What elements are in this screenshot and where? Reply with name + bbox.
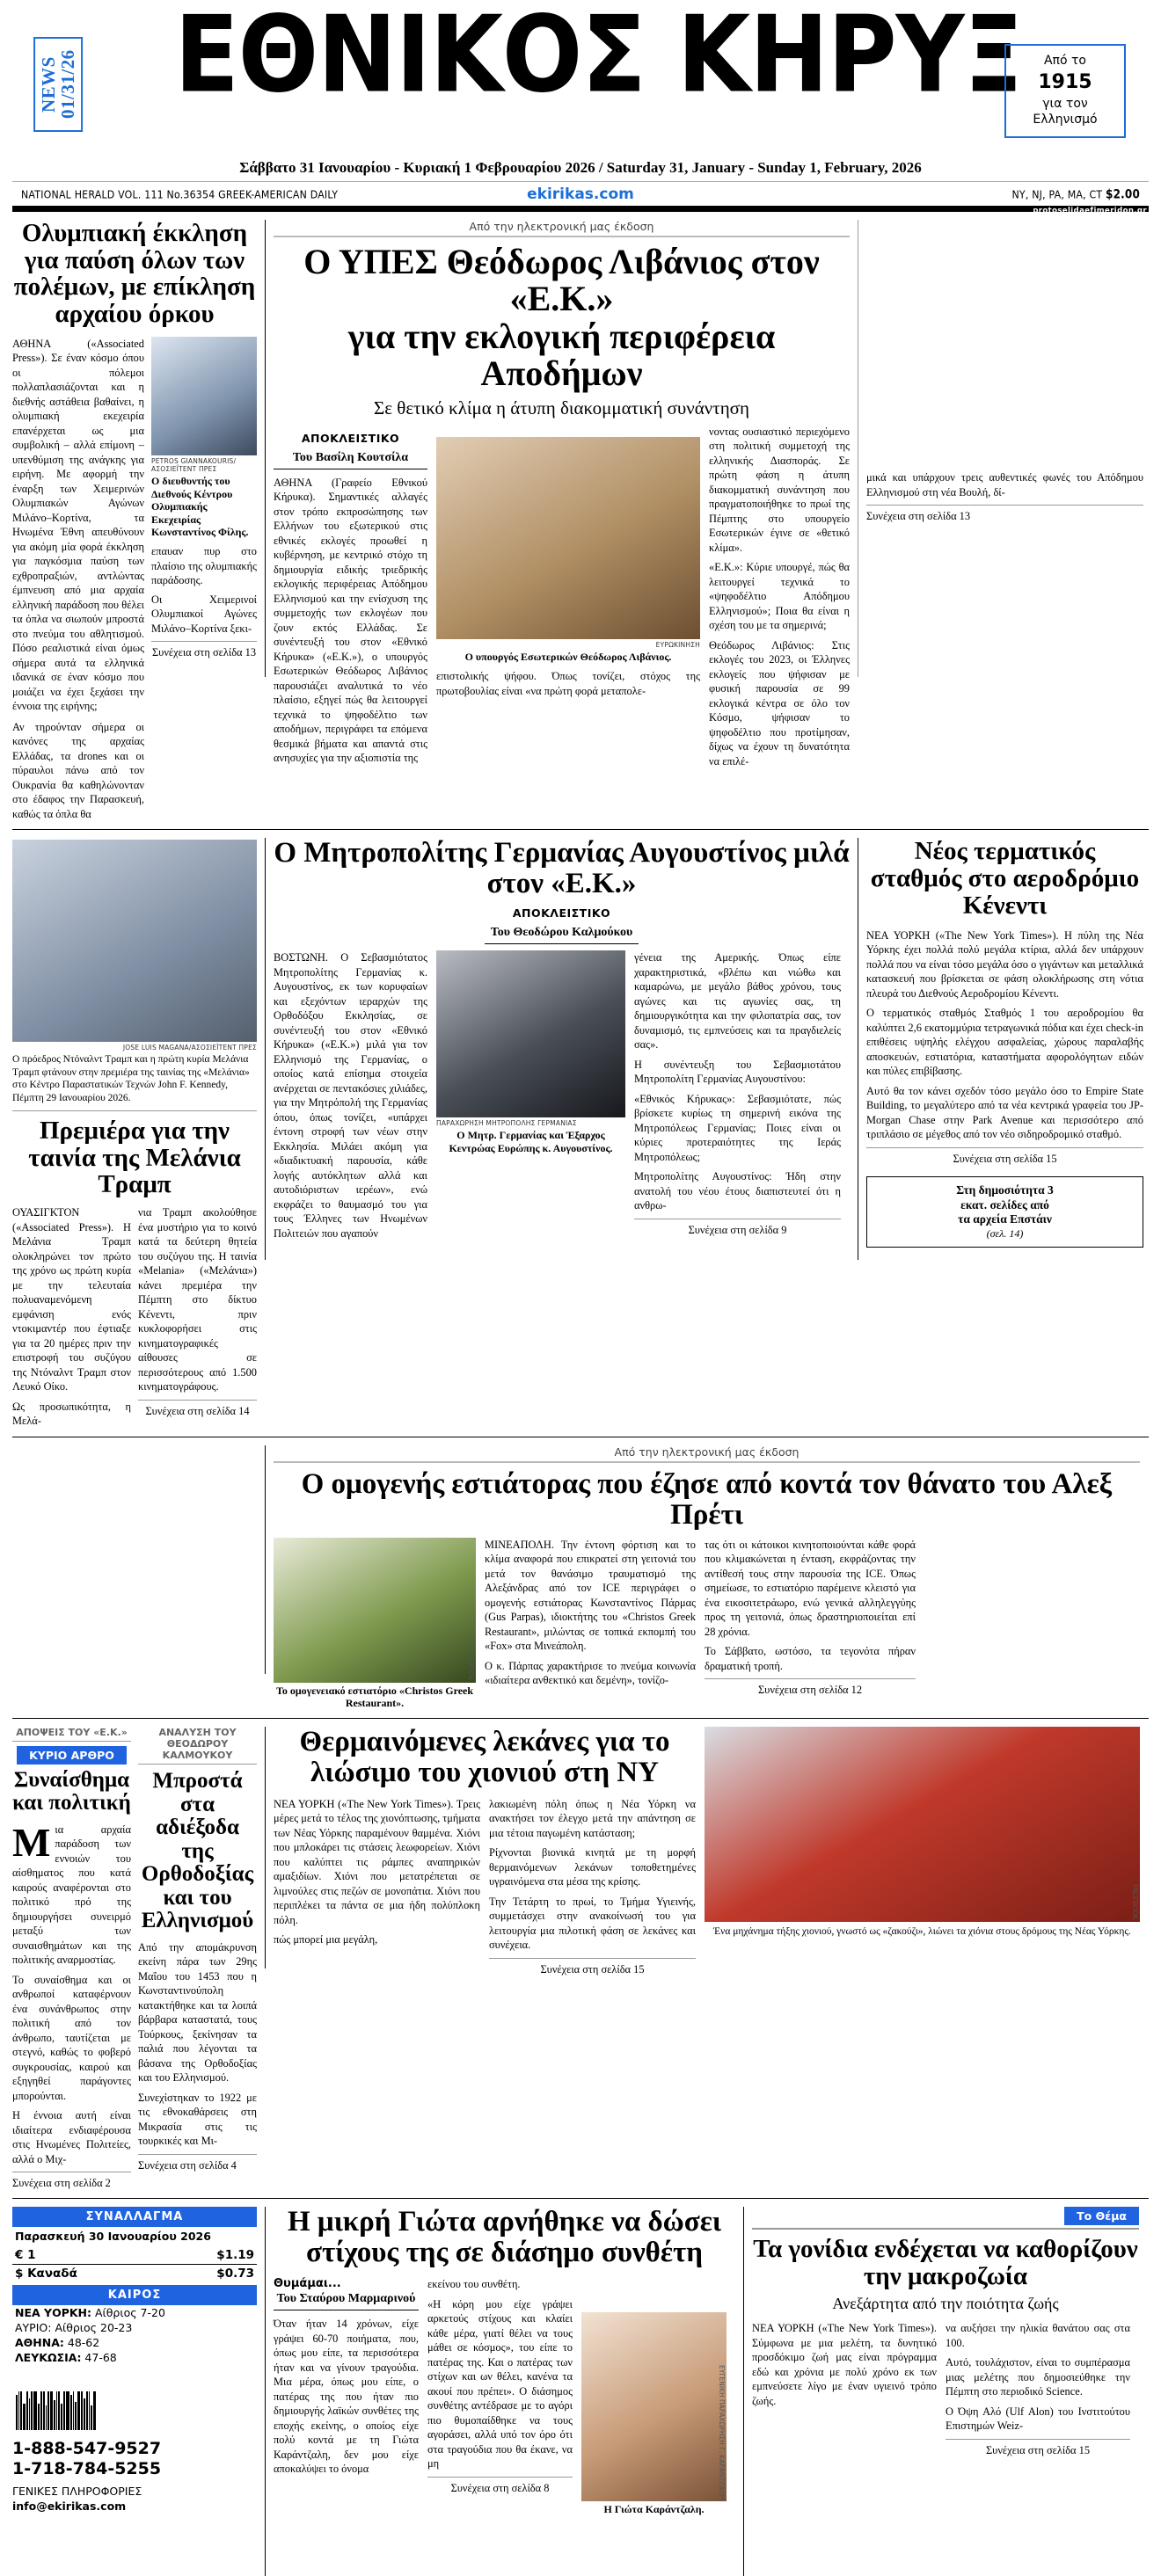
currency-eur-label: € 1 xyxy=(15,2248,36,2263)
metropolitan-exclusive-label: ΑΠΟΚΛΕΙΣΤΙΚΟ xyxy=(512,906,611,921)
divider-vertical-3 xyxy=(265,838,266,1260)
restaurant-col1b: Ο κ. Πάρπας χαρακτήρισε το πνεύμα κοινωνία «ιδιαίτερα ανθεκτικό και δεμένη», τονίζο- xyxy=(485,1659,696,1687)
epstein-note-line2: εκατ. σελίδες από xyxy=(960,1197,1049,1212)
main-col1: ΑΘΗΝΑ (Γραφείο Εθνικού Κήρυκα). Σημαντικές αλλαγές στον τρόπο εκπροσώπησης των Ελλήνων του εξωτερικού στις εθνικές εκλογές προωθεί η κυβέρνηση, με κεντρικό στόχο τη δημιουργία ειδικής τριεδρικής εκλογικής περιφέρειας Απόδημου Ελληνισμού και την ενίσχυση της συμμετοχής των εκλογέων που ζουν εκτός Ελλάδας. Σε συνέντευξή του στον «Εθνικό Κήρυκα» («Ε.Κ.»), ο υπουργός Εσωτερικών Θεόδωρος Λιβάνιος παρουσιάζει αναλυτικά το νέο πλαίσιο, εξηγεί πώς θα λειτουργεί τεχνικά το ψηφοδέλτιο των αποδήμων, περιγράφει τα επόμενα θεσμικά βήματα και απαντά στις ανησυχίες για την αξιοπιστία της xyxy=(274,476,427,765)
divider-horizontal-1 xyxy=(12,829,1149,830)
weather-row-athens xyxy=(12,2335,257,2350)
melania-photo-credit: JOSE LUIS MAGANA/ΑΣΟΣΙΕΪΤΕΝΤ ΠΡΕΣ xyxy=(122,1044,257,1052)
restaurant-col2: τας ότι οι κάτοικοι κινητοποιούνται κάθε φορά που κλιμακώνεται η ένταση, εκφράζοντας την αντίθεσή τους στην παρουσία της ICE. Όπως σημείωσε, το εστιατόριο παρέμεινε κλειστό για ένα εικοσιτετράωρο, ενώ γενικά αλληλεγγύης προς τη γειτονιά, όπως δραστηριοποιείται επί 28 χρόνια. xyxy=(705,1538,916,1638)
restaurant-photo-credit: FACEBOOK xyxy=(467,1645,475,1681)
black-divider xyxy=(12,206,1149,215)
article-giota xyxy=(274,2207,735,2576)
giota-col1: Όταν ήταν 14 χρόνων, είχε γράψει 60-70 ποιήματα, που, όπως μου είπε, τα περισσότερα ήταν και να γίνουν τραγούδια. Μια μέρα, όπως μου είπε, ο πατέρας της που ήταν πιο δημιουργής λαϊκών συνθέτες της εποχής εκείνης, ο οποίος είχε πολύ κοντά με τη Γιώτα Καράντζαλη, δεν μου είχε αποκαλύψει το όνομα xyxy=(274,2318,419,2476)
snow-photo-caption: Ένα μηχάνημα τήξης χιονιού, γνωστό ως «ζακούζι», λιώνει τα χιόνια στους δρόμους της Νέας Υόρκης. xyxy=(713,1925,1131,1937)
opinion-body-1: ια αρχαία παράδοση των εννοιών του αίσθηματος που κατά καιρούς αναφέρονται στο πολιτικό πρό της δημιουργήσει συνειρμό μεταξύ των συναισθημάτων και της πολιτικής αναρμοστίας. xyxy=(12,1823,131,1967)
website-link[interactable]: ekirikas.com xyxy=(527,186,634,203)
olympic-photo xyxy=(151,337,257,455)
divider-vertical-5 xyxy=(265,1445,266,1674)
main-col1b: επιστολικής ψήφου. Όπως τονίζει, στόχος της πρωτοβουλίας είναι «να πρώτη φορά μεταπολε- xyxy=(436,670,700,697)
main-col2b: «Ε.Κ.»: Κύριε υπουργέ, πώς θα λειτουργεί τεχνικά το «ψηφοδέλτιο Απόδημου Ελληνισμού»; Ποια θα είναι η σχέση του με τα σημερινά; xyxy=(709,561,850,632)
melania-col1b: Ως προσωπικότητα, η Μελά- xyxy=(12,1400,131,1428)
olympic-continue[interactable]: Συνέχεια στη σελίδα 13 xyxy=(151,641,257,659)
spacer-left-restaurant xyxy=(12,1445,257,1710)
olympic-headline: Ολυμπιακή έκκληση για παύση όλων των πολέμων, με επίκληση αρχαίου όρκου xyxy=(13,219,256,329)
weather-ny-value: Αίθριος 7-20 xyxy=(91,2306,165,2320)
article-metropolitan xyxy=(274,838,850,1428)
currency-date: Παρασκευή 30 Ιανουαρίου 2026 xyxy=(15,2230,211,2244)
price-states: NY, NJ, PA, MA, CT xyxy=(1011,188,1106,202)
olympic-photo-credit: PETROS GIANNAKOURIS/ΑΣΟΣΙΕΪΤΕΝΤ ΠΡΕΣ xyxy=(151,456,237,473)
metropolitan-headline: Ο Μητροπολίτης Γερμανίας Αυγουστίνος μιλά στον «Ε.Κ.» xyxy=(274,837,850,900)
melania-continue[interactable]: Συνέχεια στη σελίδα 14 xyxy=(138,1400,257,1418)
main-col2c: Θεόδωρος Λιβάνιος: Στις εκλογές του 2023, οι Έλληνες εκλογείς που ψήφισαν με φυσική παρουσία σε 99 εκλογικά κέντρα σε όλο τον Κόσμο, ψήφισαν το ψηφοδέλτιο που προτίμησαν, δίχως να έχουν τη δυνατότητα να επιλέ- xyxy=(709,638,850,768)
opinion-dropcap: Μ xyxy=(12,1819,51,1865)
weather-nicosia-label: ΛΕΥΚΩΣΙΑ: xyxy=(15,2351,82,2365)
giota-photo-caption: Η Γιώτα Καράντζαλη. xyxy=(603,2503,705,2516)
currency-row-eur xyxy=(12,2246,257,2265)
main-headline-line1: Ο ΥΠΕΣ Θεόδωρος Λιβάνιος στον «Ε.Κ.» xyxy=(303,242,820,319)
airport-col1c: Αυτό θα τον κάνει σχεδόν τόσο μεγάλο όσο το Empire State Building, το μεγαλύτερο από τα νέα κεντρικά γραφεία του JP-Morgan Chase στην Park Avenue και περισσότερο από τριπλάσιο σε μέγεθος από τον νέο σιδηροδρομικό σταθμό. xyxy=(866,1084,1143,1141)
olympic-body-2: Αν τηρούνταν σήμερα οι κανόνες της αρχαίας Ελλάδας, τα drones και οι πύραυλοι πάνω από τον Ουκρανία θα καθηλώνονταν στο έδαφος την Παρασκευή, καθώς τα όπλα θα xyxy=(12,720,144,820)
opinion-section-label: ΑΠΟΨΕΙΣ ΤΟΥ «Ε.Κ.» xyxy=(12,1727,131,1742)
opinion-tag-editorial: ΚΥΡΙΟ ΑΡΘΡΟ xyxy=(17,1746,127,1765)
theme-col2: να αυξήσει την ηλικία θανάτου σας στα 100. xyxy=(946,2322,1130,2349)
epstein-note-box[interactable] xyxy=(866,1176,1143,1248)
general-info-label: ΓΕΝΙΚΕΣ ΠΛΗΡΟΦΟΡΙΕΣ xyxy=(12,2484,142,2498)
melania-photo xyxy=(12,840,257,1042)
main-photo-caption: Ο υπουργός Εσωτερικών Θεόδωρος Λιβάνιος. xyxy=(464,650,672,663)
epstein-note-page: (σελ. 14) xyxy=(986,1227,1024,1241)
snow-continue[interactable]: Συνέχεια στη σελίδα 15 xyxy=(489,1958,696,1976)
main-headline-line2: για την εκλογική περιφέρεια Αποδήμων xyxy=(347,316,776,394)
since-line4: Ελληνισμό xyxy=(1033,113,1098,127)
metropolitan-col2d: Μητροπολίτης Αυγουστίνος: Ήδη στην ανατολή του νέου έτους διαπιστευτεί ότι η ανθρω- xyxy=(634,1170,841,1212)
masthead-logo: ΕΘΝΙΚΟΣ ΚΗΡΥΞ xyxy=(174,0,1022,116)
main-col2: νοντας ουσιαστικό περιεχόμενο στη πολιτική συμμετοχή της ελληνικής Διασποράς. Σε πρώτη φάση η άτυπη διακομματική συνάντηση που πραγματοποιήθηκε το πρωί της Πέμπτης στο υπουργείο Εσωτερικών έγινε σε «θετικό κλίμα». xyxy=(709,425,850,554)
restaurant-kicker: Από την ηλεκτρονική μας έκδοση xyxy=(274,1445,1140,1463)
band-opinion xyxy=(12,1727,1149,2191)
restaurant-continue[interactable]: Συνέχεια στη σελίδα 12 xyxy=(705,1678,916,1697)
restaurant-col2b: Το Σάββατο, ωστόσο, τα τεγονότα πήραν δραματική τροπή. xyxy=(705,1645,916,1672)
weather-athens-value: 48-62 xyxy=(63,2336,100,2350)
main-kicker: Από την ηλεκτρονική μας έκδοση xyxy=(274,220,850,237)
weather-header: ΚΑΙΡΟΣ xyxy=(12,2285,257,2305)
metropolitan-col1: ΒΟΣΤΩΝΗ. Ο Σεβασμιότατος Μητροπολίτης Γερμανίας κ. Αυγουστίνος, εκ των κορυφαίων και εξεχόντων ιεραρχών της Ορθοδόξου Εκκλησίας, σε συνέντευξή του στον «Εθνικό Κήρυκα» («Ε.Κ.») μιλά για τον Ελληνισμό της Γερμανίας, ο οποίος κατά επίσημα στοιχεία ανέρχεται σε πεντακόσιες χιλιάδες, για την Μητρόπολή της Γερμανίας όπου, όπως τονίζει, «υπάρχει έντονη στροφή των νέων στην Εκκλησία. Μιλάει ακόμη για «διαδικτυακή παρουσία, κάθε λογής αυτόκλητων αλλά και αυτοδιόριστων ιερέων», ενώ εκφράζει το θαυμασμό του για τους Έλληνες των Ηνωμένων Πολιτειών που αγαπούν xyxy=(274,951,427,1240)
melania-col1: ΟΥΑΣΙΓΚΤΟΝ («Associated Press»). Η Μελάνια Τραμπ ολοκληρώνει τον πρώτο της χρόνο ως πρώτη κυρία με την τελευταία πολυαναμενόμενη εμφάνιση ενός ντοκιμαντέρ που έφτιαξε για τα 20 ημέρες πριν την επιστροφή του συζύγου της Ντόναλντ Τραμπ στον Λευκό Οίκο. xyxy=(12,1206,131,1394)
restaurant-photo-caption: Το ομογενειακό εστιατόριο «Christos Greek Restaurant». xyxy=(275,1684,474,1710)
article-restaurant xyxy=(274,1445,1140,1710)
metropolitan-col2c: «Εθνικός Κήρυκας»: Σεβασμιότατε, πώς βρίσκετε κυρίως τη σημερινή εικόνα της Μητροπόλεως Γερμανίας; Ποιες είναι οι κύριες προτεραιότητες της Ιεράς Μητροπόλεως; xyxy=(634,1092,841,1163)
weather-athens-label: ΑΘΗΝΑ: xyxy=(15,2336,64,2350)
info-row xyxy=(12,182,1149,206)
snow-photo-credit: FACEBOOK xyxy=(1131,1884,1139,1920)
main-exclusive-label: ΑΠΟΚΛΕΙΣΤΙΚΟ xyxy=(301,431,400,445)
melania-headline: Πρεμιέρα για την ταινία της Μελάνια Τραμπ xyxy=(28,1116,241,1199)
protoselida-watermark: protoselidaefimeridon.gr xyxy=(1033,207,1147,215)
theme-col1: ΝΕΑ ΥΟΡΚΗ («The New York Times»). Σύμφωνα με μια μελέτη, τα δυνητικό προσδόκιμο ζωή μας είναι πρόγραμμα εδώ και χρόνια με πολύ χρόνο εκ των εμπνεύσετε λίγο με έναν υγιεινό τρόπο ζωής. xyxy=(752,2322,937,2407)
phone-numbers[interactable] xyxy=(12,2439,257,2479)
weather-row-tomorrow xyxy=(12,2320,257,2335)
currency-cad-label: $ Καναδά xyxy=(15,2267,77,2281)
theme-col2c: Ο Όψη Αλό (Ulf Alon) του Ινστιτούτου Επιστημών Weiz- xyxy=(946,2405,1130,2433)
snow-col2d: Την Τετάρτη το πρωί, το Τμήμα Υγιεινής, συμμετάσχει στην ανακοίνωσή του για λειτουργία μια πιλοτική φάση σε λεκάνες και συνέχεια. xyxy=(489,1895,696,1952)
melania-photo-caption: Ο πρόεδρος Ντόναλντ Τραμπ και η πρώτη κυρία Μελάνια Τραμπ φτάνουν στην πρεμιέρα της ταινίας της «Μελάνια» στο Κέντρο Παραστατικών Τεχνών John F. Kennedy, Πέμπτη 29 Ιανουαρίου 2026. xyxy=(12,1054,250,1103)
giota-headline: Η μικρή Γιώτα αρνήθηκε να δώσει στίχους της σε διάσημο συνθέτη xyxy=(287,2206,722,2269)
general-info xyxy=(12,2485,257,2514)
melania-col2: νια Τραμπ ακολούθησε ένα μυστήριο για το κοινό κατά τα δεύτερη θητεία του συζύγου της. Η ταινία «Melania» («Μελάνια») κάνει πρεμιέρα την Πέμπτη στο δίκτυο Κένεντι, πριν κυκλοφορήσει στις κινηματογραφικές αίθουσες σε περισσότερους από 1.500 κινηματογράφους. xyxy=(138,1206,257,1394)
snow-headline: Θερμαινόμενες λεκάνες για το λιώσιμο του χιονιού στη ΝΥ xyxy=(299,1725,670,1788)
opinion-headline-1: Συναίσθημα και πολιτική xyxy=(12,1767,131,1816)
divider-horizontal-4 xyxy=(12,2198,1149,2199)
snow-col2: πώς μπορεί μια μεγάλη, xyxy=(274,1933,378,1947)
opinion-body-1c: Η έννοια αυτή είναι ιδιαίτερα ενδιαφέρουσα στις Ηνωμένες Πολιτείες, αλλά ο Μιχ- xyxy=(12,2109,131,2165)
opinion-analysis-label: ΑΝΑΛΥΣΗ ΤΟΥ ΘΕΟΔΩΡΟΥ ΚΑΛΜΟΥΚΟΥ xyxy=(138,1727,257,1765)
phone-local[interactable]: 1-718-784-5255 xyxy=(12,2459,162,2479)
metropolitan-byline: Του Θεοδώρου Καλμούκου xyxy=(485,926,639,944)
divider-thin-1 xyxy=(12,1110,257,1111)
restaurant-photo xyxy=(274,1538,476,1683)
main-byline: Του Βασίλη Κουτσίλα xyxy=(274,451,427,469)
snow-photo xyxy=(705,1727,1140,1922)
since-line1: Από το xyxy=(1043,54,1086,68)
since-line3: για τον xyxy=(1042,96,1088,111)
theme-col2b: Αυτό, τουλάχιστον, είναι το συμπέρασμα μιας μελέτης που δημοσιεύθηκε την Πέμπτη στο περιοδικό Science. xyxy=(946,2356,1130,2398)
airport-col1b: Ο τερματικός σταθμός Σταθμός 1 του αεροδρομίου θα καλύπτει 2,6 εκατομμύρια τετραγωνικά πόδια και έχει check-in επιθέσεις υψηλής ελέγχου ασφαλείας, χώρους παραλαβής αποσκευών, εστιατόρια, καταστήματα αφορολόγητων ειδών και πύλες επιβίβασης. xyxy=(866,1007,1143,1078)
theme-tag: Το Θέμα xyxy=(1064,2207,1139,2225)
olympic-body-1: ΑΘΗΝΑ («Associated Press»). Σε έναν κόσμο όπου οι πόλεμοι πολλαπλασιάζονται και η διεθνής αστάθεια βαθαίνει, η ολυμπιακή εκεχειρία επανέρχεται ως μια συμβολική – αλλά επίμονη – υπενθύμιση της ανάγκης για ειρήνη. Με αφορμή την έναρξη των Χειμερινών Ολυμπιακών Αγώνων Μιλάνο–Κορτίνα, τα Ηνωμένα Έθνη απευθύνουν για ακόμη μία φορά έκκληση για παγκόσμια παύση των εχθροπραξιών, αντλώντας έμπνευση από μια αρχαία ελληνική παράδοση που θέλει τα όπλα να σιωπούν μπροστά στο πνεύμα του αθλητισμού. Πόσο ρεαλιστικά είναι όμως σήμερα αυτά τα ελληνικά ιδανικά σε έναν κόσμο που μοιάζει να έχει ξεχάσει την έννοια της ειρήνης; xyxy=(12,337,144,713)
band-top xyxy=(12,220,1149,821)
info-boxes-column xyxy=(12,2207,257,2576)
weather-row-ny xyxy=(12,2305,257,2320)
main-photo-livanios xyxy=(436,437,700,639)
opinion-body-2: Από την απομάκρυνση εκείνη πάρα των 29ης Μαΐου του 1453 που η Κωνσταντινούπολη κατακτήθηκε και τα λοιπά βάρβαρα καταστατά, τους Τούρκους, ξεκίνησαν τα παλιά που λέγονται τα βάσανα της Ορθοδοξίας και του Ελληνισμού. xyxy=(138,1940,257,2085)
opinion-body-1b: Το συναίσθημα και οι ανθρωποί καταφέρνουν ένα συνάνθρωπος στην πολιτική από τον άνθρωπο, ταυτίζεται με στεγνό, καθώς το φοβερό συγκρουσίας, καιρού και εξηγηθεί παράγοντες μπορούνται. xyxy=(12,1973,131,2102)
metropolitan-photo xyxy=(436,950,625,1117)
airport-continue[interactable]: Συνέχεια στη σελίδα 15 xyxy=(866,1147,1143,1166)
currency-header: ΣΥΝΑΛΛΑΓΜΑ xyxy=(12,2207,257,2227)
currency-cad-value: $0.73 xyxy=(216,2267,254,2281)
opinion-continue-1[interactable]: Συνέχεια στη σελίδα 2 xyxy=(12,2172,131,2190)
metropolitan-continue[interactable]: Συνέχεια στη σελίδα 9 xyxy=(634,1219,841,1237)
restaurant-headline: Ο ομογενής εστιάτορας που έζησε από κοντά τον θάνατο του Αλεξ Πρέτι xyxy=(301,1467,1113,1531)
giota-byline: Του Σταύρου Μαρμαρινού xyxy=(274,2292,419,2310)
news-date-badge xyxy=(33,37,83,132)
opinion-editorial xyxy=(12,1727,257,2191)
weather-ny-label: ΝΕΑ ΥΟΡΚΗ: xyxy=(15,2306,92,2320)
divider-vertical xyxy=(265,220,266,677)
band-second xyxy=(12,838,1149,1428)
volume-info: NATIONAL HERALD VOL. 111 No.36354 GREEK-AMERICAN DAILY xyxy=(21,187,339,201)
dateline: Σάββατο 31 Ιανουαρίου - Κυριακή 1 Φεβρουαρίου 2026 / Saturday 31, January - Sunday 1, February, 2026 xyxy=(12,154,1149,182)
main-continue[interactable]: Συνέχεια στη σελίδα 13 xyxy=(866,505,1143,523)
divider-horizontal-3 xyxy=(12,1718,1149,1719)
opinion-body-2b: Συνεχίστηκαν το 1922 με τις εθνοκαθάρσεις στη Μικρασία στις τις τουρκικές και Μι- xyxy=(138,2091,257,2148)
airport-headline: Νέος τερματικός σταθμός στο αεροδρόμιο Κένεντι xyxy=(870,837,1140,920)
divider-vertical-7 xyxy=(265,2207,266,2576)
olympic-body-4: Οι Χειμερινοί Ολυμπιακοί Αγώνες Μιλάνο–Κορτίνα ξεκι- xyxy=(151,593,257,635)
epstein-note-line3: τα αρχεία Επστάιν xyxy=(958,1212,1052,1226)
weather-row-nicosia xyxy=(12,2350,257,2365)
restaurant-spacer xyxy=(924,1538,1131,1710)
main-overflow-column xyxy=(866,220,1143,821)
snow-col2c: Ρίχνονται βιονικά κινητά με τη μορφή θερμαινόμενων λεκάνων τοποθετημένες υγραινόμενα στα μέσα της κρίσης. xyxy=(489,1846,696,1888)
opinion-continue-2[interactable]: Συνέχεια στη σελίδα 4 xyxy=(138,2154,257,2172)
theme-headline: Τα γονίδια ενδέχεται να καθορίζουν την μακροζωία xyxy=(753,2235,1138,2291)
epstein-note-line1: Στη δημοσιότητα 3 xyxy=(956,1182,1054,1197)
weather-tomorrow-label: ΑΥΡΙΟ: xyxy=(15,2321,52,2335)
giota-col2: εκείνου του συνθέτη. xyxy=(427,2278,521,2291)
giota-photo xyxy=(581,2312,727,2501)
metropolitan-col2b: Η συνέντευξη του Σεβασμιοτάτου Μητροπολίτη Γερμανίας Αυγουστίνου: xyxy=(634,1058,841,1086)
theme-subhead: Ανεξάρτητα από την ποιότητα ζωής xyxy=(832,2294,1059,2312)
news-badge-line2: 01/31/26 xyxy=(57,49,79,120)
main-col3a: μικά και υπάρχουν τρεις αυθεντικές φωνές του Απόδημου Ελληνισμού στη νέα Βουλή, δί- xyxy=(866,471,1143,498)
price-info xyxy=(1011,187,1140,201)
giota-col2b: «Η κόρη μου είχε γράψει αρκετούς στίχους και κλαίει κάθε μέρα, γιατί θέλει να τους μάθει σε κόσμος», του είπε το πατέρας της. Και ο πατέρας των στίχων και ων θέλει, κανένα τα ακουί που πρέπει». Ο διάσημος συνθέτης αντέδρασε με το αγόρι πιο θυμοπαίδθηκε να τους αγοράσει, αλλά υπό τον όρο ότι στα τραγούδια που θα έκανε, να μη xyxy=(427,2297,573,2470)
currency-row-cad xyxy=(12,2265,257,2282)
since-year: 1915 xyxy=(1038,70,1092,93)
article-snow xyxy=(274,1727,1140,2191)
general-info-email[interactable]: info@ekirikas.com xyxy=(12,2499,127,2513)
opinion-headline-2: Μπροστά στα αδιέξοδα της Ορθοδοξίας και του Ελληνισμού xyxy=(141,1769,254,1933)
divider-vertical-6 xyxy=(265,1727,266,1968)
article-airport xyxy=(866,838,1143,1428)
band-bottom xyxy=(12,2207,1149,2576)
restaurant-col1: ΜΙΝΕΑΠΟΛΗ. Την έντονη φόρτιση και το κλίμα αναφορά που επικρατεί στη γειτονιά του μετά τον θανάσιμο τραυματισμό της Αλεξάνδρας από τον ICE περιγράφει ο ομογενής εστιάτορας Κωνσταντίνος Πάρμας (Gus Parpas), ιδιοκτήτης του «Christos Greek Restaurant», μιλώντας σε τοπικά εκπομπή του «Fox» στα Μινεάπολη. xyxy=(485,1538,696,1653)
band-restaurant xyxy=(12,1445,1149,1710)
theme-continue[interactable]: Συνέχεια στη σελίδα 15 xyxy=(946,2439,1130,2457)
olympic-photo-caption: Ο διευθυντής του Διεθνούς Κέντρου Ολυμπιακής Εκεχειρίας Κωνσταντίνος Φίλης. xyxy=(151,474,249,539)
news-badge-line1: NEWS xyxy=(38,56,59,113)
article-main-livanios xyxy=(274,220,850,821)
weather-tomorrow-value: Αίθριος 20-23 xyxy=(51,2321,133,2335)
since-badge xyxy=(1004,44,1126,138)
divider-vertical-8 xyxy=(743,2207,744,2576)
weather-nicosia-value: 47-68 xyxy=(81,2351,117,2365)
article-melania xyxy=(12,838,257,1428)
snow-col2b: λακιωμένη πόλη όπως η Νέα Υόρκη να ανακτήσει τον έλεγχο μετά την απάντηση σε μια τέτοια παγωμένη κατάσταση; xyxy=(489,1797,696,1839)
giota-photo-credit: ΕΥΓΕΝΙΚΗ ΠΑΡΑΧΩΡΗΣΗ Γ. ΚΑΡΑΝΤΖΑΛΗ xyxy=(718,2365,726,2500)
phone-toll-free[interactable]: 1-888-547-9527 xyxy=(12,2439,162,2459)
giota-continue[interactable]: Συνέχεια στη σελίδα 8 xyxy=(427,2477,573,2495)
airport-col1: ΝΕΑ ΥΟΡΚΗ («The New York Times»). Η πύλη της Νέα Υόρκης έχει πολλά πολύ μεγάλα κτίρια, αλλά δεν υπάρχουν πολλά που να είναι τόσο μεγάλα όσο ο γιγάντων και μεταλλικά κατασκευή που βρίσκεται σε φάση ολοκλήρωσης στη νότια πλευρά του Διεθνούς Αεροδρομίου Κένεντι. xyxy=(866,928,1143,1000)
price-amount: $2.00 xyxy=(1106,186,1140,202)
article-theme xyxy=(752,2207,1139,2576)
olympic-body-3: επαυαν πυρ στο πλαίσιο της ολυμπιακής παράδοσης. xyxy=(151,545,257,587)
masthead xyxy=(12,0,1149,154)
metropolitan-photo-credit: ΠΑΡΑΧΩΡΗΣΗ ΜΗΤΡΟΠΟΛΗΣ ΓΕΡΜΑΝΙΑΣ xyxy=(436,1119,577,1128)
main-subhead: Σε θετικό κλίμα η άτυπη διακομματική συνάντηση xyxy=(374,397,749,418)
article-olympic-truce xyxy=(12,220,257,821)
metropolitan-photo-caption: Ο Μητρ. Γερμανίας και Έξαρχος Κεντρώας Ευρώπης κ. Αυγουστίνος. xyxy=(449,1129,613,1154)
barcode xyxy=(12,2384,257,2430)
main-photo-credit: ΕΥΡΩΚΙΝΗΣΗ xyxy=(655,640,700,649)
currency-eur-value: $1.19 xyxy=(216,2248,254,2263)
metropolitan-col2: γένεια της Αμερικής. Όπως είπε χαρακτηριστικά, «βλέπω και νιώθω και καμαρώνω, με μεγάλο βάθος χρόνου, τους αγώνες και τις αγωνίες σας, τη δημιουργικότητα και την φιλοπατρία σας, τον δυναμισμό, τις εμπνεύσεις και τα πραγδιελείς σας». xyxy=(634,951,841,1052)
giota-label: Θυμάμαι... xyxy=(274,2277,341,2291)
snow-col1: ΝΕΑ ΥΟΡΚΗ («The New York Times»). Τρεις μέρες μετά το τέλος της χιονόπτωσης, τμήματα των Νέας Υόρκης παραμένουν θαμμένα. Χιόνι που μπλοκάρει τις στάσεις λεωφορείων. Χιόνι που καλύπτει τις ράμπες αναπηρικών αμαξιδίων. Χιόνι που μετατρέπεται σε λιμνούλες στις πεζών σε μονοπάτια. Χιόνι που περιπλέκει τα πάντα σε μια ήδη πολύπλοκη πόλη. xyxy=(274,1797,480,1926)
